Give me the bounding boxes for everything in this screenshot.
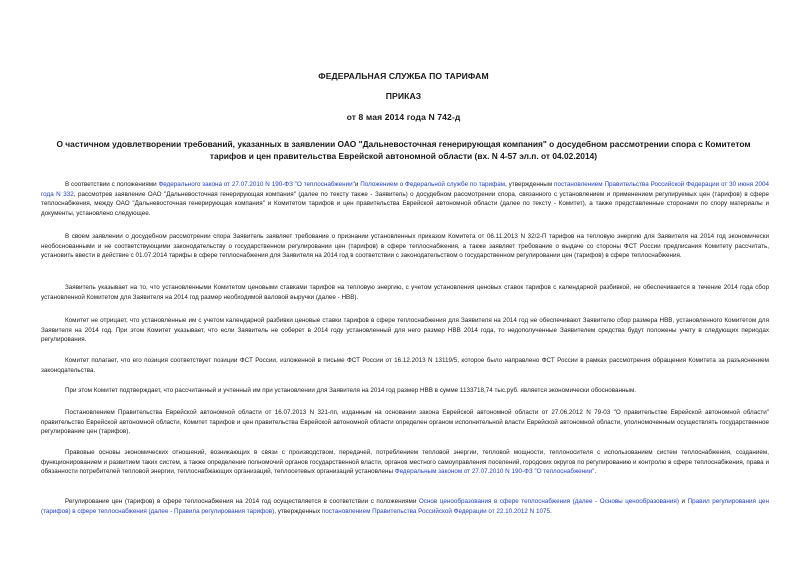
paragraph-4: Комитет не отрицает, что установленные им с учетом календарной разбивки ценовые ставки тарифов в сфере теплоснабжения для Заявителя на 2014 год не обеспечивают Заявителю сбор размера НВВ, установленного Комитетом для Заявителя на 2014 год. При этом Комитет указывает, что если Заявитель не соберет в 2014 году установленный для него размер НВВ 2014 года, то недополученные Заявителем средства будут положены учету в следующих периодах регулирования. (41, 317, 769, 344)
paragraph-9 (41, 497, 769, 516)
paragraph-6: При этом Комитет подтверждает, что рассчитанный и учтенный им при установлении для Заявителя на 2014 год размер НВВ в сумме 1133718,74 тыс.руб. является экономически обоснованным. (65, 387, 637, 394)
federal-law-190-link-2[interactable]: Федеральным законом от 27.07.2010 N 190-ФЗ "О теплоснабжении" (394, 468, 595, 476)
document-title: О частичном удовлетворении требований, указанных в заявлении ОАО "Дальневосточная генерирующая компания" о досудебном рассмотрении спора с Комитетом тарифов и цен правительства Еврейской автономной области (вх. N 4-57 эл.п. от 04.02.2014) (56, 139, 751, 161)
paragraph-9-text-b: и (678, 498, 688, 505)
paragraph-9-text-d: . (549, 507, 552, 515)
paragraph-1-text-d: , рассмотрев заявление ОАО "Дальневосточная генерирующая компания" (далее по тексту также - Заявитель) о досудебном рассмотрении спора, связанного с установлением и применением регулируемых цен (тарифов) в сфере теплоснабжения, между ОАО "Дальневосточная генерирующая компания" и Комитетом тарифов и цен правительства Еврейской автономной области (далее по тексту - Комитет), а также представленные сторонами по спору материалы и документы, установлено следующее. (41, 190, 769, 217)
paragraph-8-text-a: Правовые основы экономических отношений, возникающих в связи с производством, передачей, потреблением тепловой энергии, тепловой мощности, теплоносителя с использованием систем теплоснабжения, созданием, функционированием и развитием таких систем, а также определение полномочий органов государственной власти, органов местного самоуправления поселений, городских округов по регулированию и контролю в сфере теплоснабжения, права и обязанности потребителей тепловой энергии, теплоснабжающих организаций, теплосетевых организаций установлены (41, 449, 769, 476)
government-decree-1075-link[interactable]: постановлением Правительства Российской Федерации от 22.10.2012 N 1075 (321, 507, 550, 515)
federal-law-190-link[interactable]: Федерального закона от 27.07.2010 N 190-ФЗ "О теплоснабжении" (158, 181, 355, 188)
paragraph-9-text-a: Регулирование цен (тарифов) в сфере теплоснабжения на 2014 год осуществляется в соответствии с положениями (65, 498, 419, 505)
paragraph-1-text-c: , утвержденным (505, 181, 555, 188)
paragraph-3: Заявитель указывает на то, что установленными Комитетом ценовыми ставками тарифов на тепловую энергию, с учетом установления ценовых ставок тарифов с календарной разбивкой, не обеспечивается в течение 2014 года сбор установленной Комитетом для Заявителя на 2014 год размер необходимой валовой выручки (далее - НВВ). (41, 284, 769, 301)
paragraph-9-text-c: , утвержденных (274, 507, 322, 515)
agency-heading: ФЕДЕРАЛЬНАЯ СЛУЖБА ПО ТАРИФАМ (318, 71, 489, 81)
paragraph-8 (41, 448, 769, 477)
pricing-basics-link[interactable]: Основ ценообразования в сфере теплоснабжения (далее - Основы ценообразования) (418, 498, 679, 505)
paragraph-1-text-b: и (354, 181, 361, 188)
paragraph-8-text-b: . (594, 468, 597, 476)
paragraph-2: В своем заявлении о досудебном рассмотрении спора Заявитель заявляет требование о признании установленных приказом Комитета от 06.11.2013 N 32/2-П тарифов на тепловую энергию для Заявителя на 2014 год экономически необоснованными и не соответствующими законодательству о государственном регулировании цен (тарифов) в сфере теплоснабжения, а также заявляет требование о выдаче со стороны ФСТ России предписания Комитету рассчитать, установить ввести в действие с 01.07.2014 тарифы в сфере теплоснабжения для Заявителя на 2014 год в соответствии с законодательством о государственном регулировании цен (тарифов) в сфере теплоснабжения. (41, 233, 769, 260)
fst-regulation-link[interactable]: Положением о Федеральной службе по тарифам (360, 181, 506, 188)
paragraph-1-text-a: В соответствии с положениями (65, 181, 159, 188)
government-decree-332-link[interactable]: постановлением Правительства Российской Федерации от 30 июня 2004 года N 332 (41, 181, 769, 198)
paragraph-5: Комитет полагает, что его позиция соответствует позиции ФСТ России, изложенной в письме ФСТ России от 16.12.2013 N 13119/5, которое было направлено ФСТ России в рамках рассмотрения обращения Комитета за разъяснением законодательства. (41, 357, 769, 374)
paragraph-1 (41, 180, 769, 218)
paragraph-7: Постановлением Правительства Еврейской автономной области от 16.07.2013 N 321-пп, изданным на основании закона Еврейской автономной области от 27.06.2012 N 79-03 "О правительстве Еврейской автономной области" правительство Еврейской автономной области, Комитет тарифов и цен правительства Еврейской автономной области определен органом исполнительной власти Еврейской автономной области, уполномоченным осуществлять государственное регулирование цен (тарифов). (41, 409, 769, 436)
document-date: от 8 мая 2014 года N 742-д (346, 112, 461, 122)
document-type-heading: ПРИКАЗ (385, 91, 422, 101)
tariff-rules-link[interactable]: Правил регулирования цен (тарифов) в сфере теплоснабжения (далее - Правила регулирования тарифов) (41, 498, 769, 515)
